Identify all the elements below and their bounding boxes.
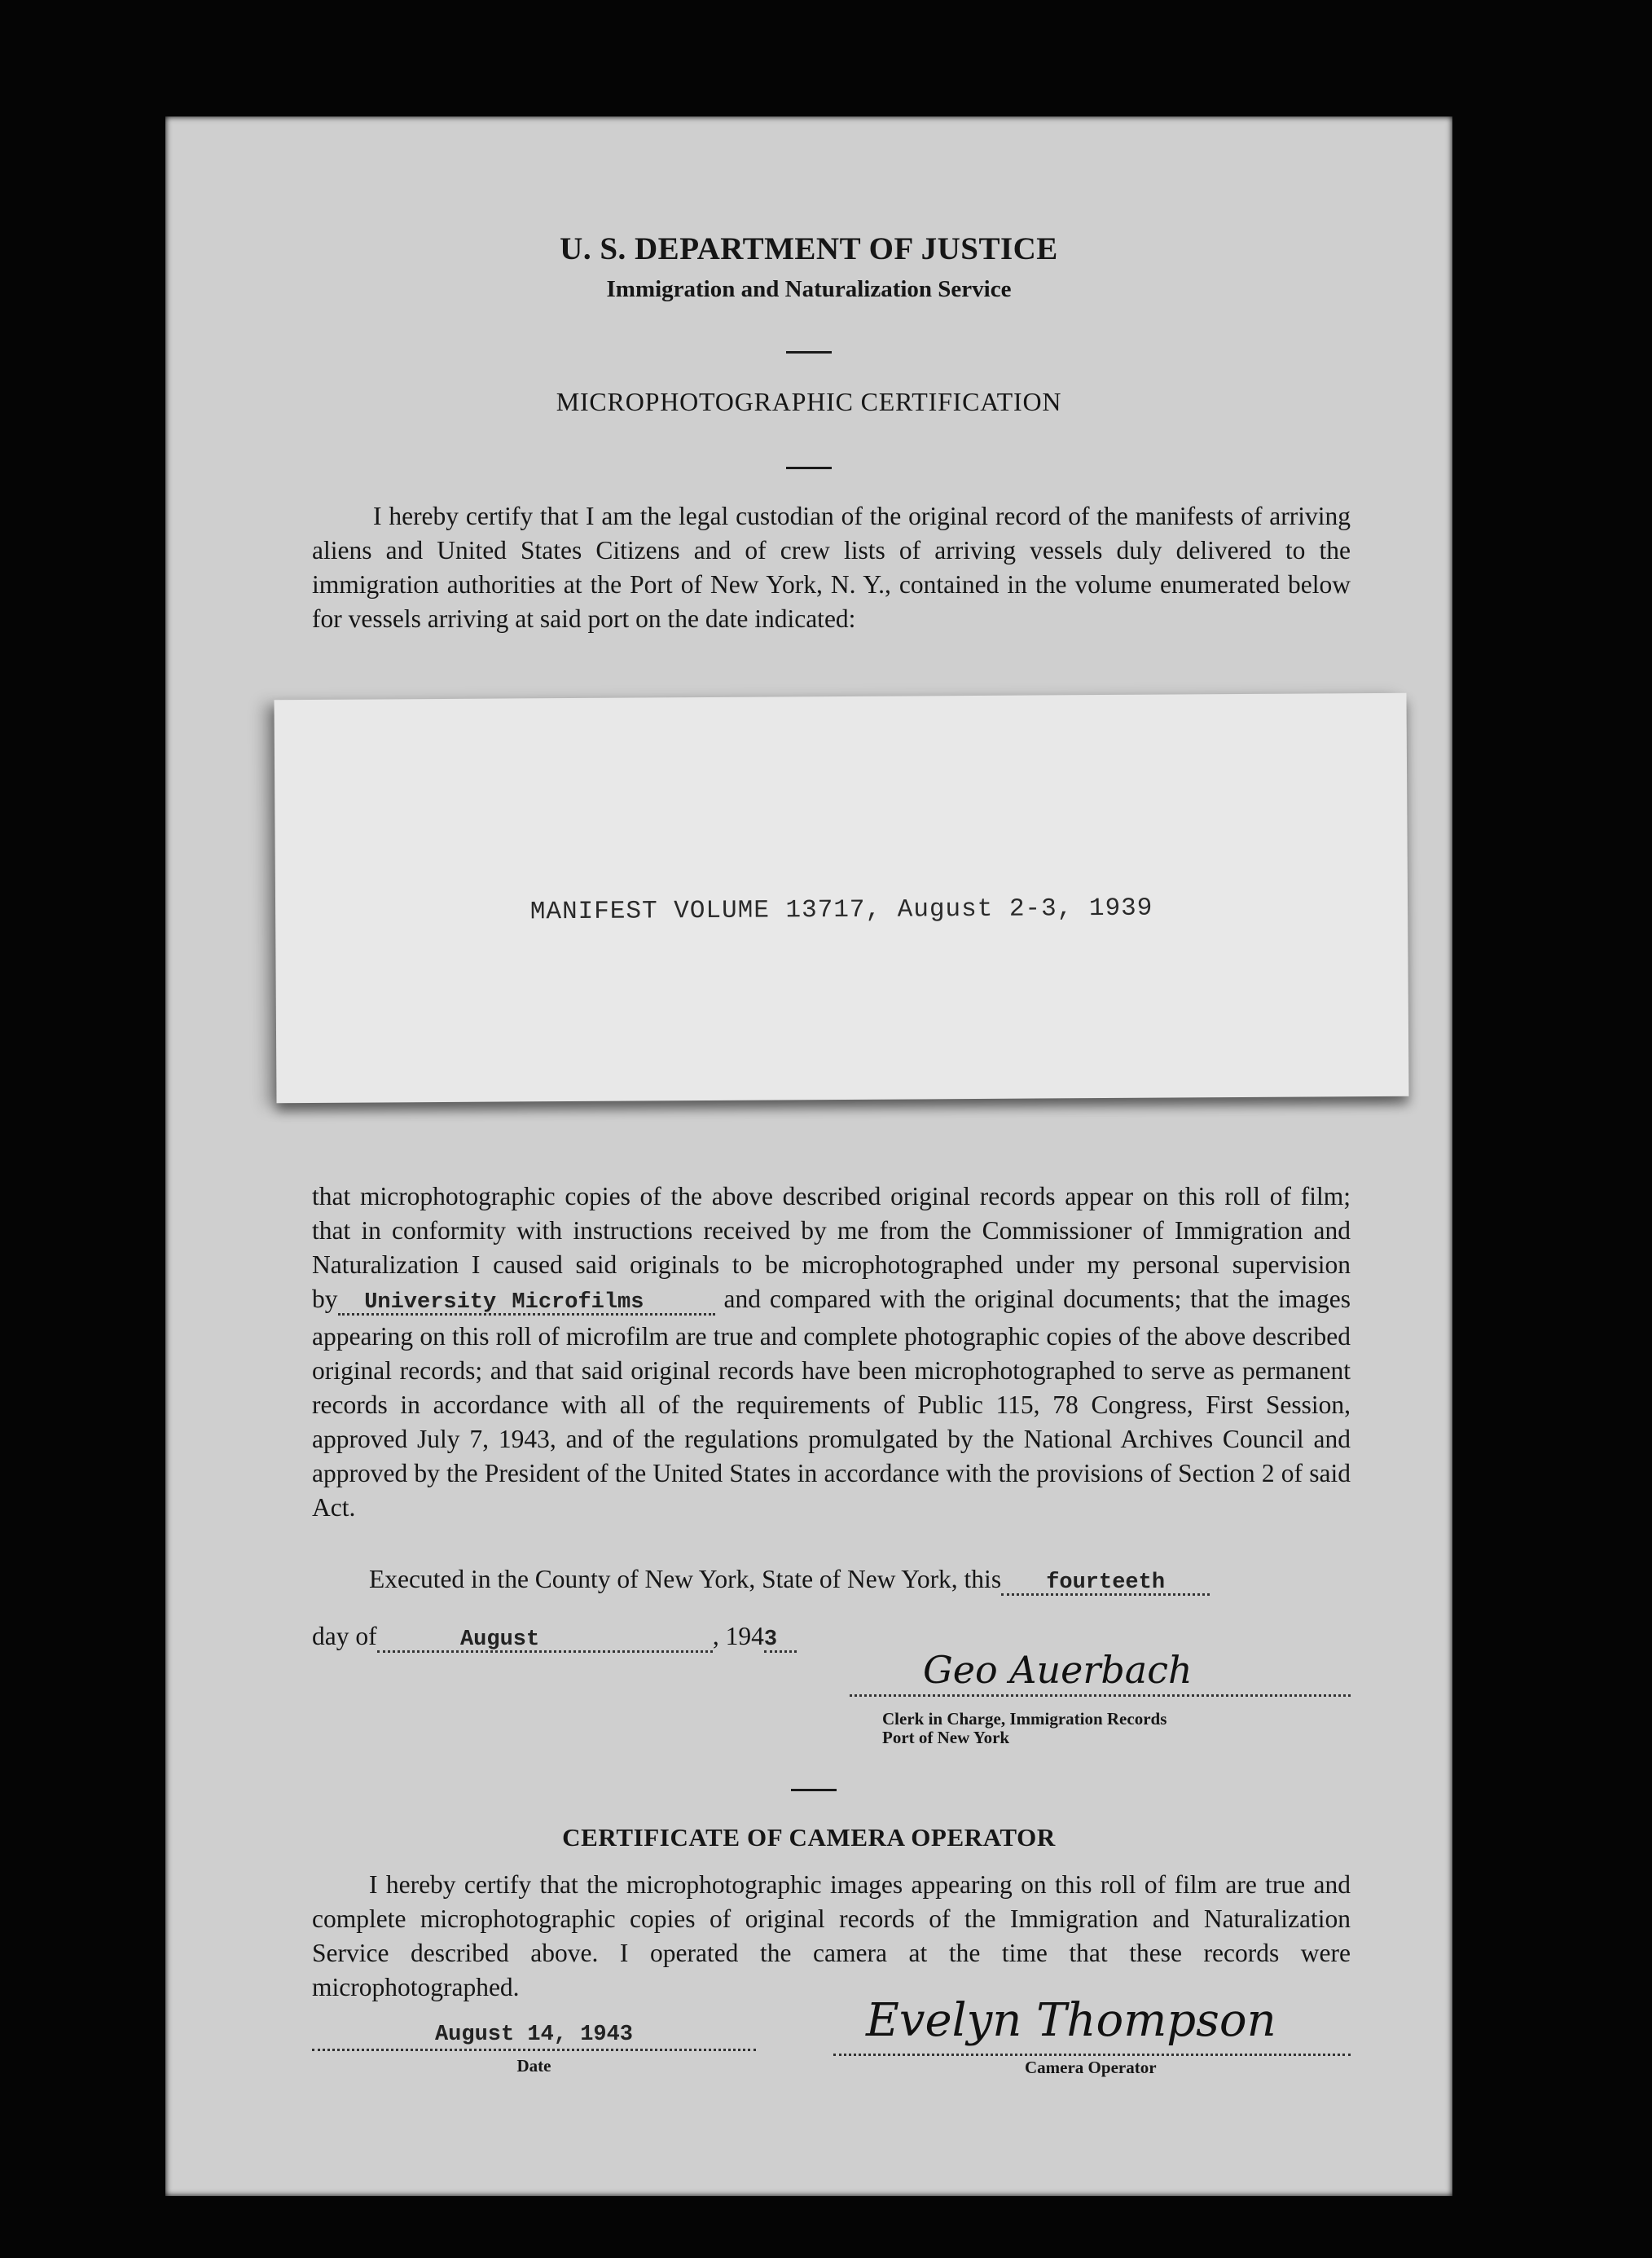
year-digit: 3 xyxy=(763,1628,778,1652)
document-title: MICROPHOTOGRAPHIC CERTIFICATION xyxy=(556,387,1062,416)
camera-certificate-title: CERTIFICATE OF CAMERA OPERATOR xyxy=(562,1823,1056,1852)
certification-paragraph xyxy=(312,1180,1351,1525)
certification-text-part2: and compared with the original documents; that the images appearing on this roll of microfilm are true and complete photographic copies of the above described original records; and that said original records have been microphotographed to serve as permanent records in accordance with all of the requirements of Public 115, 78 Congress, First Session, approved July 7, 1943, and of the regulations promulgated by the National Archives Council and approved by the President of the United States in accordance with the provisions of Section 2 of said Act. xyxy=(312,1285,1351,1522)
volume-slip-text: MANIFEST VOLUME 13717, August 2-3, 1939 xyxy=(529,894,1153,927)
operator-label: Camera Operator xyxy=(1025,2058,1157,2077)
day-of-label: day of xyxy=(312,1622,377,1650)
custodian-paragraph: I hereby certify that I am the legal custodian of the original record of the manifests of arriving aliens and United States Citizens and of crew lists of arriving vessels duly delivered to the immigration authorities at the Port of New York, N. Y., contained in the volume enumerated below for vessels arriving at said port on the date indicated: xyxy=(312,502,1351,633)
execution-prefix: Executed in the County of New York, State of New York, this xyxy=(369,1565,1002,1593)
execution-day: fourteeth xyxy=(1046,1570,1166,1595)
divider xyxy=(786,467,832,469)
camera-date-value: August 14, 1943 xyxy=(434,2023,634,2047)
year-prefix: , 194 xyxy=(712,1622,764,1650)
certification-text-part1: that microphotographic copies of the above described original records appear on this roll of film; that in conformity with instructions received by me from the Commissioner of Immigration and Naturalization I caused said originals to be microphotographed under my personal supervision by xyxy=(312,1182,1351,1313)
clerk-port: Port of New York xyxy=(882,1728,1010,1747)
camera-certificate-paragraph: I hereby certify that the microphotographic images appearing on this roll of film are true and complete microphotographic copies of original records of the Immigration and Naturalization Service described above. I operated the camera at the time that these records were microphotographed. xyxy=(312,1870,1351,2001)
service-subheading: Immigration and Naturalization Service xyxy=(606,276,1012,302)
microfilmer-name: University Microfilms xyxy=(364,1290,644,1315)
clerk-signature-line xyxy=(850,1693,1351,1697)
camera-date-label: Date xyxy=(516,2056,551,2076)
execution-line xyxy=(312,1562,1351,1600)
volume-slip xyxy=(275,693,1409,1103)
camera-date-field xyxy=(312,2023,756,2076)
certificate-page xyxy=(165,116,1452,2196)
operator-signature: Evelyn Thompson xyxy=(866,1994,1276,2047)
execution-month: August xyxy=(459,1628,540,1652)
operator-signature-line xyxy=(833,2052,1351,2056)
clerk-title: Clerk in Charge, Immigration Records xyxy=(882,1709,1167,1729)
divider xyxy=(786,351,832,354)
divider xyxy=(791,1789,837,1791)
date-line xyxy=(312,1619,1351,1657)
agency-heading: U. S. DEPARTMENT OF JUSTICE xyxy=(560,231,1058,266)
clerk-signature: Geo Auerbach xyxy=(923,1648,1193,1692)
